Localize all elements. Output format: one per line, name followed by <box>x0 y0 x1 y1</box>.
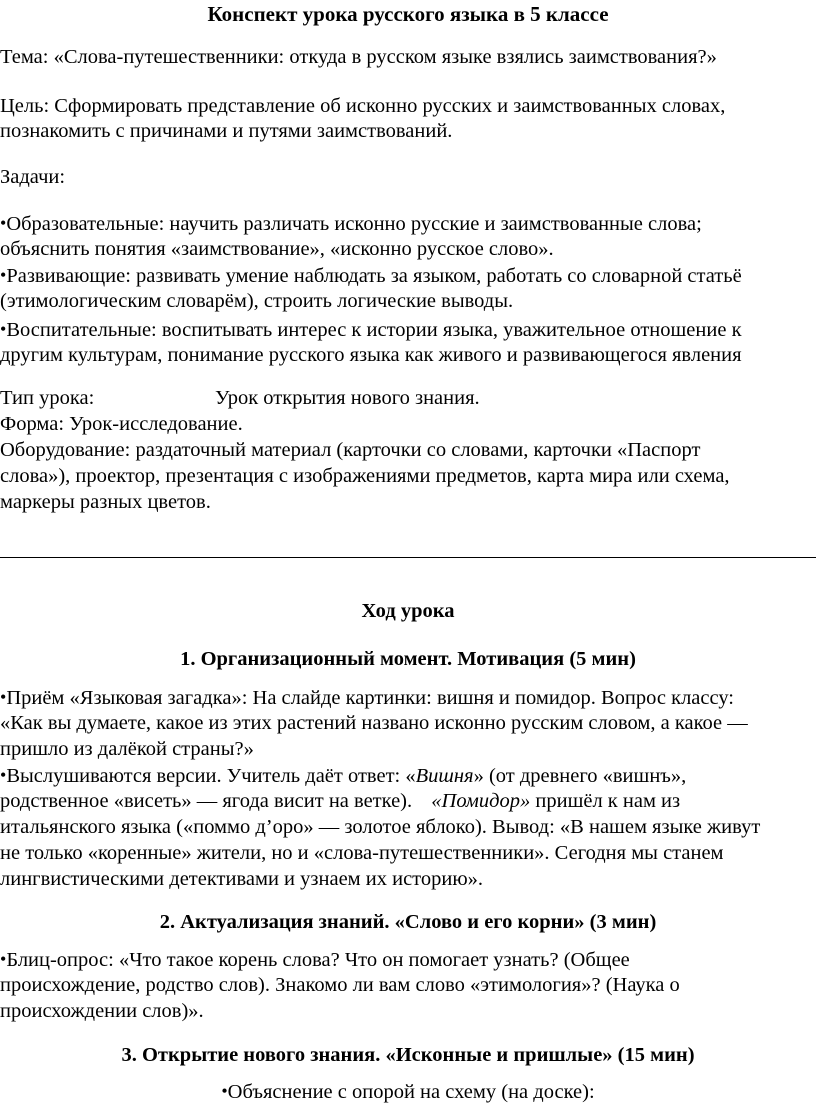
equipment-line-2: слова»), проектор, презентация с изображениями предметов, карта мира или схема, <box>0 465 730 487</box>
section-3-title: 3. Открытие нового знания. «Исконные и пришлые» (15 мин) <box>121 1044 695 1066</box>
horizontal-divider <box>0 557 816 558</box>
bullet-icon: • <box>0 319 7 339</box>
word-vishnya: Вишня <box>415 765 474 787</box>
section-3-text: Объяснение с опорой на схему (на доске): <box>227 1081 595 1103</box>
section-1-text: Приём «Языковая загадка»: На слайде картинки: вишня и помидор. Вопрос классу: <box>6 687 735 709</box>
section-2-title: 2. Актуализация знаний. «Слово и его корни» (3 мин) <box>159 911 657 933</box>
bullet-icon: • <box>0 949 7 969</box>
lesson-form: Форма: Урок-исследование. <box>0 413 243 435</box>
task-educational <box>0 210 702 237</box>
lesson-theme: Тема: «Слова-путешественники: откуда в русском языке взялись заимствования?» <box>0 46 717 68</box>
equipment-line-1: Оборудование: раздаточный материал (карточки со словами, карточки «Паспорт <box>0 439 701 461</box>
document-title: Конспект урока русского языка в 5 классе <box>207 2 609 26</box>
section-3-line-1 <box>0 1078 816 1105</box>
section-1-line-2: «Как вы думаете, какое из этих растений названо исконно русским словом, а какое — <box>0 712 748 734</box>
section-1-text: » (от древнего «вишнъ», <box>473 765 687 787</box>
section-1-line-1 <box>0 684 734 711</box>
task-upbringing <box>0 316 742 343</box>
section-1-line-8: лингвистическими детективами и узнаем их историю». <box>0 868 484 890</box>
section-1-text: родственное «висеть» — ягода висит на ветке). <box>0 790 413 812</box>
bullet-icon: • <box>0 687 7 707</box>
task-text: Развивающие: развивать умение наблюдать за языком, работать со словарной статьё <box>6 265 742 287</box>
section-2-line-1 <box>0 946 630 973</box>
section-1-line-7: не только «коренные» жители, но и «слова-путешественники». Сегодня мы станем <box>0 842 724 864</box>
course-title: Ход урока <box>361 600 455 622</box>
section-1-line-5 <box>0 788 680 814</box>
goal-line-2: познакомить с причинами и путями заимствований. <box>0 120 453 142</box>
section-1-text: Выслушиваются версии. Учитель даёт ответ: « <box>6 765 416 787</box>
bullet-icon: • <box>0 213 7 233</box>
task-upbringing-cont: другим культурам, понимание русского языка как живого и развивающегося явления <box>0 344 742 366</box>
section-2-text: Блиц-опрос: «Что такое корень слова? Что он помогает узнать? (Общее <box>6 949 630 971</box>
bullet-icon: • <box>0 265 7 285</box>
section-1-line-4 <box>0 762 686 789</box>
section-1-line-6: итальянского языка («поммо д’оро» — золотое яблоко). Вывод: «В нашем языке живут <box>0 816 761 838</box>
bullet-icon: • <box>0 765 7 785</box>
goal-line-1: Цель: Сформировать представление об исконно русских и заимствованных словах, <box>0 95 726 117</box>
section-2-line-2: происхождение, родство слов). Знакомо ли вам слово «этимология»? (Наука о <box>0 974 680 996</box>
task-developing-cont: (этимологическим словарём), строить логические выводы. <box>0 290 514 312</box>
section-1-title: 1. Организационный момент. Мотивация (5 мин) <box>180 648 636 670</box>
section-1-text: пришёл к нам из <box>535 790 681 812</box>
section-2-line-3: происхождении слов)». <box>0 1000 204 1022</box>
word-pomidor: «Помидор» <box>431 790 531 812</box>
lesson-type-value: Урок открытия нового знания. <box>215 387 480 409</box>
section-1-line-3: пришло из далёкой страны?» <box>0 738 254 760</box>
lesson-type-label: Тип урока: <box>0 387 95 409</box>
task-educational-cont: объяснить понятия «заимствование», «исконно русское слово». <box>0 238 554 260</box>
task-text: Образовательные: научить различать исконно русские и заимствованные слова; <box>6 213 702 235</box>
equipment-line-3: маркеры разных цветов. <box>0 491 211 513</box>
bullet-icon: • <box>221 1081 228 1101</box>
task-text: Воспитательные: воспитывать интерес к истории языка, уважительное отношение к <box>6 319 742 341</box>
tasks-label: Задачи: <box>0 166 66 188</box>
task-developing <box>0 262 742 289</box>
